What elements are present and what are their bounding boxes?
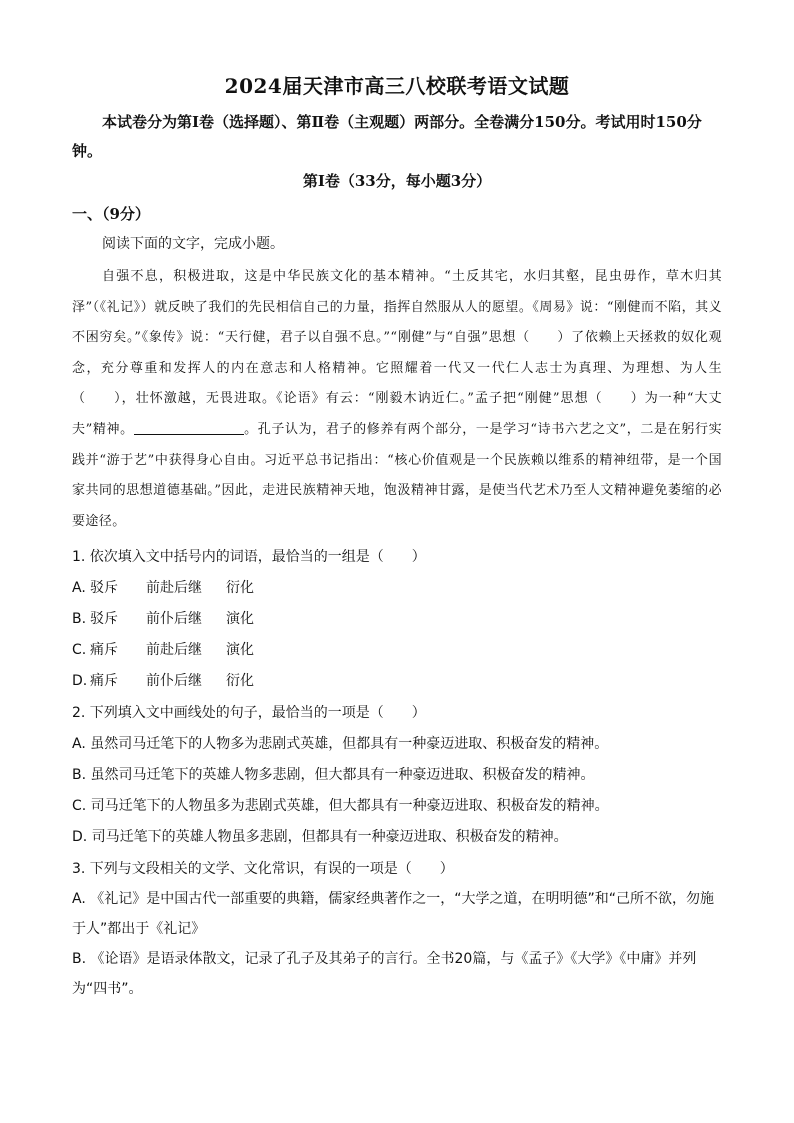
option-letter: C. xyxy=(72,642,87,658)
question-3-option-b: B. 《论语》是语录体散文，记录了孔子及其弟子的言行。全书20篇，与《孟子》《大学》《中庸》并列为“四书”。 xyxy=(72,951,697,997)
part-heading: 一、（9分） xyxy=(72,205,150,223)
question-2-option-c: C. 司马迁笔下的人物虽多为悲剧式英雄，但大都具有一种豪迈进取、积极奋发的精神。 xyxy=(72,798,609,814)
question-2-stem: 2. 下列填入文中画线处的句子，最恰当的一项是（ ） xyxy=(72,705,426,721)
question-2-option-b: B. 虽然司马迁笔下的英雄人物多悲剧，但大都具有一种豪迈进取、积极奋发的精神。 xyxy=(72,767,595,783)
option-letter: A. xyxy=(72,580,86,596)
option-word: 痛斥 xyxy=(90,673,118,689)
option-word: 前赴后继 xyxy=(146,642,202,658)
option-word: 演化 xyxy=(226,642,254,658)
reading-passage xyxy=(72,262,722,537)
question-2-option-a: A. 虽然司马迁笔下的人物多为悲剧式英雄，但都具有一种豪迈进取、积极奋发的精神。 xyxy=(72,736,609,752)
question-1-option-b xyxy=(72,608,722,628)
fill-blank-line xyxy=(134,420,244,435)
question-1-option-a xyxy=(72,577,722,597)
question-2-option-d: D. 司马迁笔下的英雄人物虽多悲剧，但都具有一种豪迈进取、积极奋发的精神。 xyxy=(72,829,568,845)
option-word: 驳斥 xyxy=(90,611,118,627)
option-word: 前仆后继 xyxy=(146,611,202,627)
section-title: 第Ⅰ卷（33分，每小题3分） xyxy=(302,172,492,190)
option-word: 前仆后继 xyxy=(146,673,202,689)
reading-instruction: 阅读下面的文字，完成小题。 xyxy=(102,236,284,252)
question-1-option-c xyxy=(72,639,722,659)
option-word: 驳斥 xyxy=(90,580,118,596)
passage-text-2: 。孔子认为，君子的修养有两个部分，一是学习“诗书六艺之文”，二是在躬行实践并“游于艺”中获得身心自由。习近平总书记指出：“核心价值观是一个民族赖以维系的精神纽带，是一个国家共同的思想道德基础。”因此，走进民族精神天地，饱汲精神甘露，是使当代艺术乃至人文精神避免萎缩的必要途径。 xyxy=(72,421,722,529)
option-word: 痛斥 xyxy=(90,642,118,658)
option-letter: D. xyxy=(72,673,88,689)
option-word: 前赴后继 xyxy=(146,580,202,596)
question-3-option-a: A. 《礼记》是中国古代一部重要的典籍，儒家经典著作之一，“大学之道，在明明德”和“己所不欲，勿施于人”都出于《礼记》 xyxy=(72,891,714,937)
exam-intro: 本试卷分为第Ⅰ卷（选择题）、第Ⅱ卷（主观题）两部分。全卷满分150分。考试用时150分钟。 xyxy=(72,113,702,160)
option-word: 衍化 xyxy=(226,673,254,689)
question-3-stem: 3. 下列与文段相关的文学、文化常识，有误的一项是（ ） xyxy=(72,861,454,877)
passage-text-1: 自强不息，积极进取，这是中华民族文化的基本精神。“土反其宅，水归其壑，昆虫毋作，草木归其泽”（《礼记》）就反映了我们的先民相信自己的力量，指挥自然服从人的愿望。《周易》说：“刚健而不陷，其义不困穷矣。”《象传》说：“天行健，君子以自强不息。”“刚健”与“自强”思想（ ）了依赖上天拯救的奴化观念，充分尊重和发挥人的内在意志和人格精神。它照耀着一代又一代仁人志士为真理、为理想、为人生（ ），壮怀激越，无畏进取。《论语》有云：“刚毅木讷近仁。”孟子把“刚健”思想（ ）为一种“大丈夫”精神。 xyxy=(72,269,722,437)
option-word: 演化 xyxy=(226,611,254,627)
exam-title: 2024届天津市高三八校联考语文试题 xyxy=(224,74,570,98)
question-1-stem: 1. 依次填入文中括号内的词语，最恰当的一组是（ ） xyxy=(72,549,426,565)
question-1-option-d xyxy=(72,670,722,690)
option-letter: B. xyxy=(72,611,87,627)
option-word: 衍化 xyxy=(226,580,254,596)
